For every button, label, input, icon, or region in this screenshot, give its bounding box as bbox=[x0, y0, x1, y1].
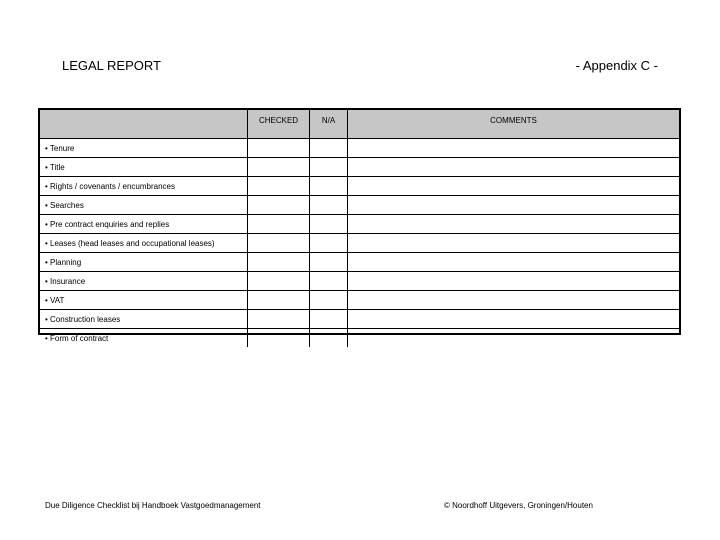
comments-cell[interactable] bbox=[347, 139, 679, 157]
checked-cell[interactable] bbox=[247, 310, 309, 328]
comments-cell[interactable] bbox=[347, 196, 679, 214]
table-row bbox=[40, 139, 679, 158]
footer-source: Due Diligence Checklist bij Handboek Vastgoedmanagement bbox=[45, 501, 261, 510]
na-cell[interactable] bbox=[309, 253, 347, 271]
table-header-row bbox=[40, 110, 679, 139]
na-cell[interactable] bbox=[309, 139, 347, 157]
table-row bbox=[40, 329, 679, 347]
table-row bbox=[40, 272, 679, 291]
header-comments: COMMENTS bbox=[347, 110, 679, 138]
na-cell[interactable] bbox=[309, 272, 347, 290]
checked-cell[interactable] bbox=[247, 234, 309, 252]
table-row bbox=[40, 253, 679, 272]
na-cell[interactable] bbox=[309, 158, 347, 176]
header-checked: CHECKED bbox=[247, 110, 309, 138]
footer-copyright: © Noordhoff Uitgevers, Groningen/Houten bbox=[444, 501, 593, 510]
row-item-label: • Planning bbox=[45, 257, 82, 267]
row-item-label: • Construction leases bbox=[45, 314, 121, 324]
comments-cell[interactable] bbox=[347, 272, 679, 290]
na-cell[interactable] bbox=[309, 234, 347, 252]
comments-cell[interactable] bbox=[347, 291, 679, 309]
checked-cell[interactable] bbox=[247, 291, 309, 309]
table-row bbox=[40, 177, 679, 196]
na-cell[interactable] bbox=[309, 291, 347, 309]
row-item-label: • Tenure bbox=[45, 143, 75, 153]
checked-cell[interactable] bbox=[247, 272, 309, 290]
table-row bbox=[40, 196, 679, 215]
row-item-label: • Form of contract bbox=[45, 333, 109, 343]
header-item bbox=[40, 110, 247, 138]
na-cell[interactable] bbox=[309, 329, 347, 347]
table-row bbox=[40, 215, 679, 234]
checked-cell[interactable] bbox=[247, 158, 309, 176]
checked-cell[interactable] bbox=[247, 177, 309, 195]
na-cell[interactable] bbox=[309, 310, 347, 328]
table-row bbox=[40, 291, 679, 310]
checked-cell[interactable] bbox=[247, 196, 309, 214]
row-item-label: • Rights / covenants / encumbrances bbox=[45, 181, 175, 191]
table-row bbox=[40, 310, 679, 329]
table-row bbox=[40, 158, 679, 177]
table-row bbox=[40, 234, 679, 253]
row-item-label: • Searches bbox=[45, 200, 84, 210]
checklist-table bbox=[38, 108, 681, 343]
appendix-label: - Appendix C - bbox=[575, 58, 658, 73]
na-cell[interactable] bbox=[309, 215, 347, 233]
header-na: N/A bbox=[309, 110, 347, 138]
row-item-label: • VAT bbox=[45, 295, 65, 305]
row-item-label: • Leases (head leases and occupational leases) bbox=[45, 238, 215, 248]
row-item-label: • Title bbox=[45, 162, 65, 172]
comments-cell[interactable] bbox=[347, 177, 679, 195]
comments-cell[interactable] bbox=[347, 310, 679, 328]
comments-cell[interactable] bbox=[347, 234, 679, 252]
na-cell[interactable] bbox=[309, 177, 347, 195]
report-title: LEGAL REPORT bbox=[62, 58, 161, 73]
row-item-label: • Insurance bbox=[45, 276, 86, 286]
comments-cell[interactable] bbox=[347, 158, 679, 176]
checked-cell[interactable] bbox=[247, 253, 309, 271]
na-cell[interactable] bbox=[309, 196, 347, 214]
comments-cell[interactable] bbox=[347, 215, 679, 233]
checked-cell[interactable] bbox=[247, 329, 309, 347]
row-item-label: • Pre contract enquiries and replies bbox=[45, 219, 170, 229]
comments-cell[interactable] bbox=[347, 329, 679, 347]
checked-cell[interactable] bbox=[247, 215, 309, 233]
comments-cell[interactable] bbox=[347, 253, 679, 271]
checked-cell[interactable] bbox=[247, 139, 309, 157]
